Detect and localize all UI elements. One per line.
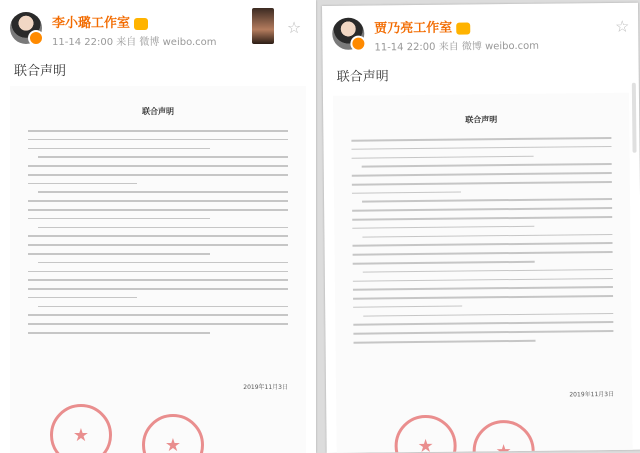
post-header <box>322 3 639 60</box>
weibo-post-right <box>322 3 640 453</box>
weibo-post-left <box>0 0 316 453</box>
profile-photo <box>252 8 274 44</box>
text-line <box>353 321 613 325</box>
text-line <box>28 332 210 334</box>
letter-body <box>351 137 613 350</box>
text-line <box>353 277 613 281</box>
red-seal-icon <box>142 414 204 453</box>
text-line <box>353 305 462 308</box>
red-seal-icon <box>472 420 535 453</box>
text-line <box>28 279 288 281</box>
verified-badge-icon <box>350 36 366 52</box>
post-meta <box>52 33 217 48</box>
text-line <box>28 209 288 211</box>
vip-badge-icon <box>456 22 470 34</box>
text-line <box>352 226 534 229</box>
text-line <box>28 200 288 202</box>
letter-date: 2019年11月3日 <box>243 384 288 391</box>
text-line <box>28 139 288 141</box>
follow-star-icon[interactable]: ☆ <box>614 16 630 36</box>
text-line <box>352 181 612 185</box>
red-seal-icon <box>50 404 112 453</box>
text-line <box>353 251 613 255</box>
text-line <box>38 156 288 158</box>
text-line <box>28 174 288 176</box>
text-line <box>28 314 288 316</box>
text-line <box>362 198 612 202</box>
text-line <box>353 295 613 299</box>
text-line <box>28 148 210 150</box>
author-label[interactable]: 李小璐工作室 <box>52 16 131 31</box>
text-line <box>38 262 288 264</box>
text-line <box>351 137 611 141</box>
post-source: 来自 微博 weibo.com <box>116 37 217 48</box>
author-name[interactable] <box>52 12 148 31</box>
post-source: 来自 微博 weibo.com <box>438 40 540 53</box>
text-line <box>354 340 536 343</box>
text-line <box>28 218 210 220</box>
text-line <box>352 191 461 194</box>
text-line <box>38 306 288 308</box>
text-line <box>28 271 288 273</box>
text-line <box>28 297 137 299</box>
letter-date: 2019年11月3日 <box>569 390 615 399</box>
text-line <box>28 235 288 237</box>
scrollbar[interactable] <box>632 83 637 153</box>
text-line <box>362 163 612 167</box>
text-line <box>352 155 534 158</box>
text-line <box>28 130 288 132</box>
post-header <box>0 0 316 54</box>
avatar[interactable] <box>332 18 364 50</box>
text-line <box>28 253 210 255</box>
text-line <box>28 244 288 246</box>
red-seal-icon <box>394 415 457 453</box>
follow-star-icon[interactable]: ☆ <box>286 18 302 37</box>
post-meta <box>374 37 539 54</box>
letter-title: 联合声明 <box>142 107 174 116</box>
text-line <box>28 165 288 167</box>
text-line <box>363 313 613 317</box>
text-line <box>352 172 612 176</box>
post-text: 联合声明 <box>336 69 389 85</box>
text-line <box>353 286 613 290</box>
statement-image[interactable] <box>10 86 306 453</box>
avatar[interactable] <box>10 12 42 44</box>
text-line <box>352 216 612 220</box>
statement-image[interactable] <box>333 93 633 453</box>
post-time: 11-14 22:00 <box>52 37 114 48</box>
text-line <box>28 288 288 290</box>
author-name[interactable] <box>374 16 470 36</box>
text-line <box>28 323 288 325</box>
text-line <box>351 146 611 150</box>
letter-body <box>28 130 288 341</box>
post-time: 11-14 22:00 <box>374 41 436 54</box>
verified-badge-icon <box>28 30 44 46</box>
letter-title: 联合声明 <box>465 115 498 125</box>
text-line <box>353 242 613 246</box>
text-line <box>38 227 288 229</box>
author-label[interactable]: 贾乃亮工作室 <box>374 20 453 37</box>
vip-badge-icon <box>134 18 148 30</box>
text-line <box>353 330 613 334</box>
text-line <box>362 234 612 238</box>
text-line <box>353 261 535 264</box>
text-line <box>38 191 288 193</box>
text-line <box>28 183 137 185</box>
text-line <box>363 269 613 273</box>
text-line <box>352 207 612 211</box>
post-text: 联合声明 <box>14 64 67 79</box>
